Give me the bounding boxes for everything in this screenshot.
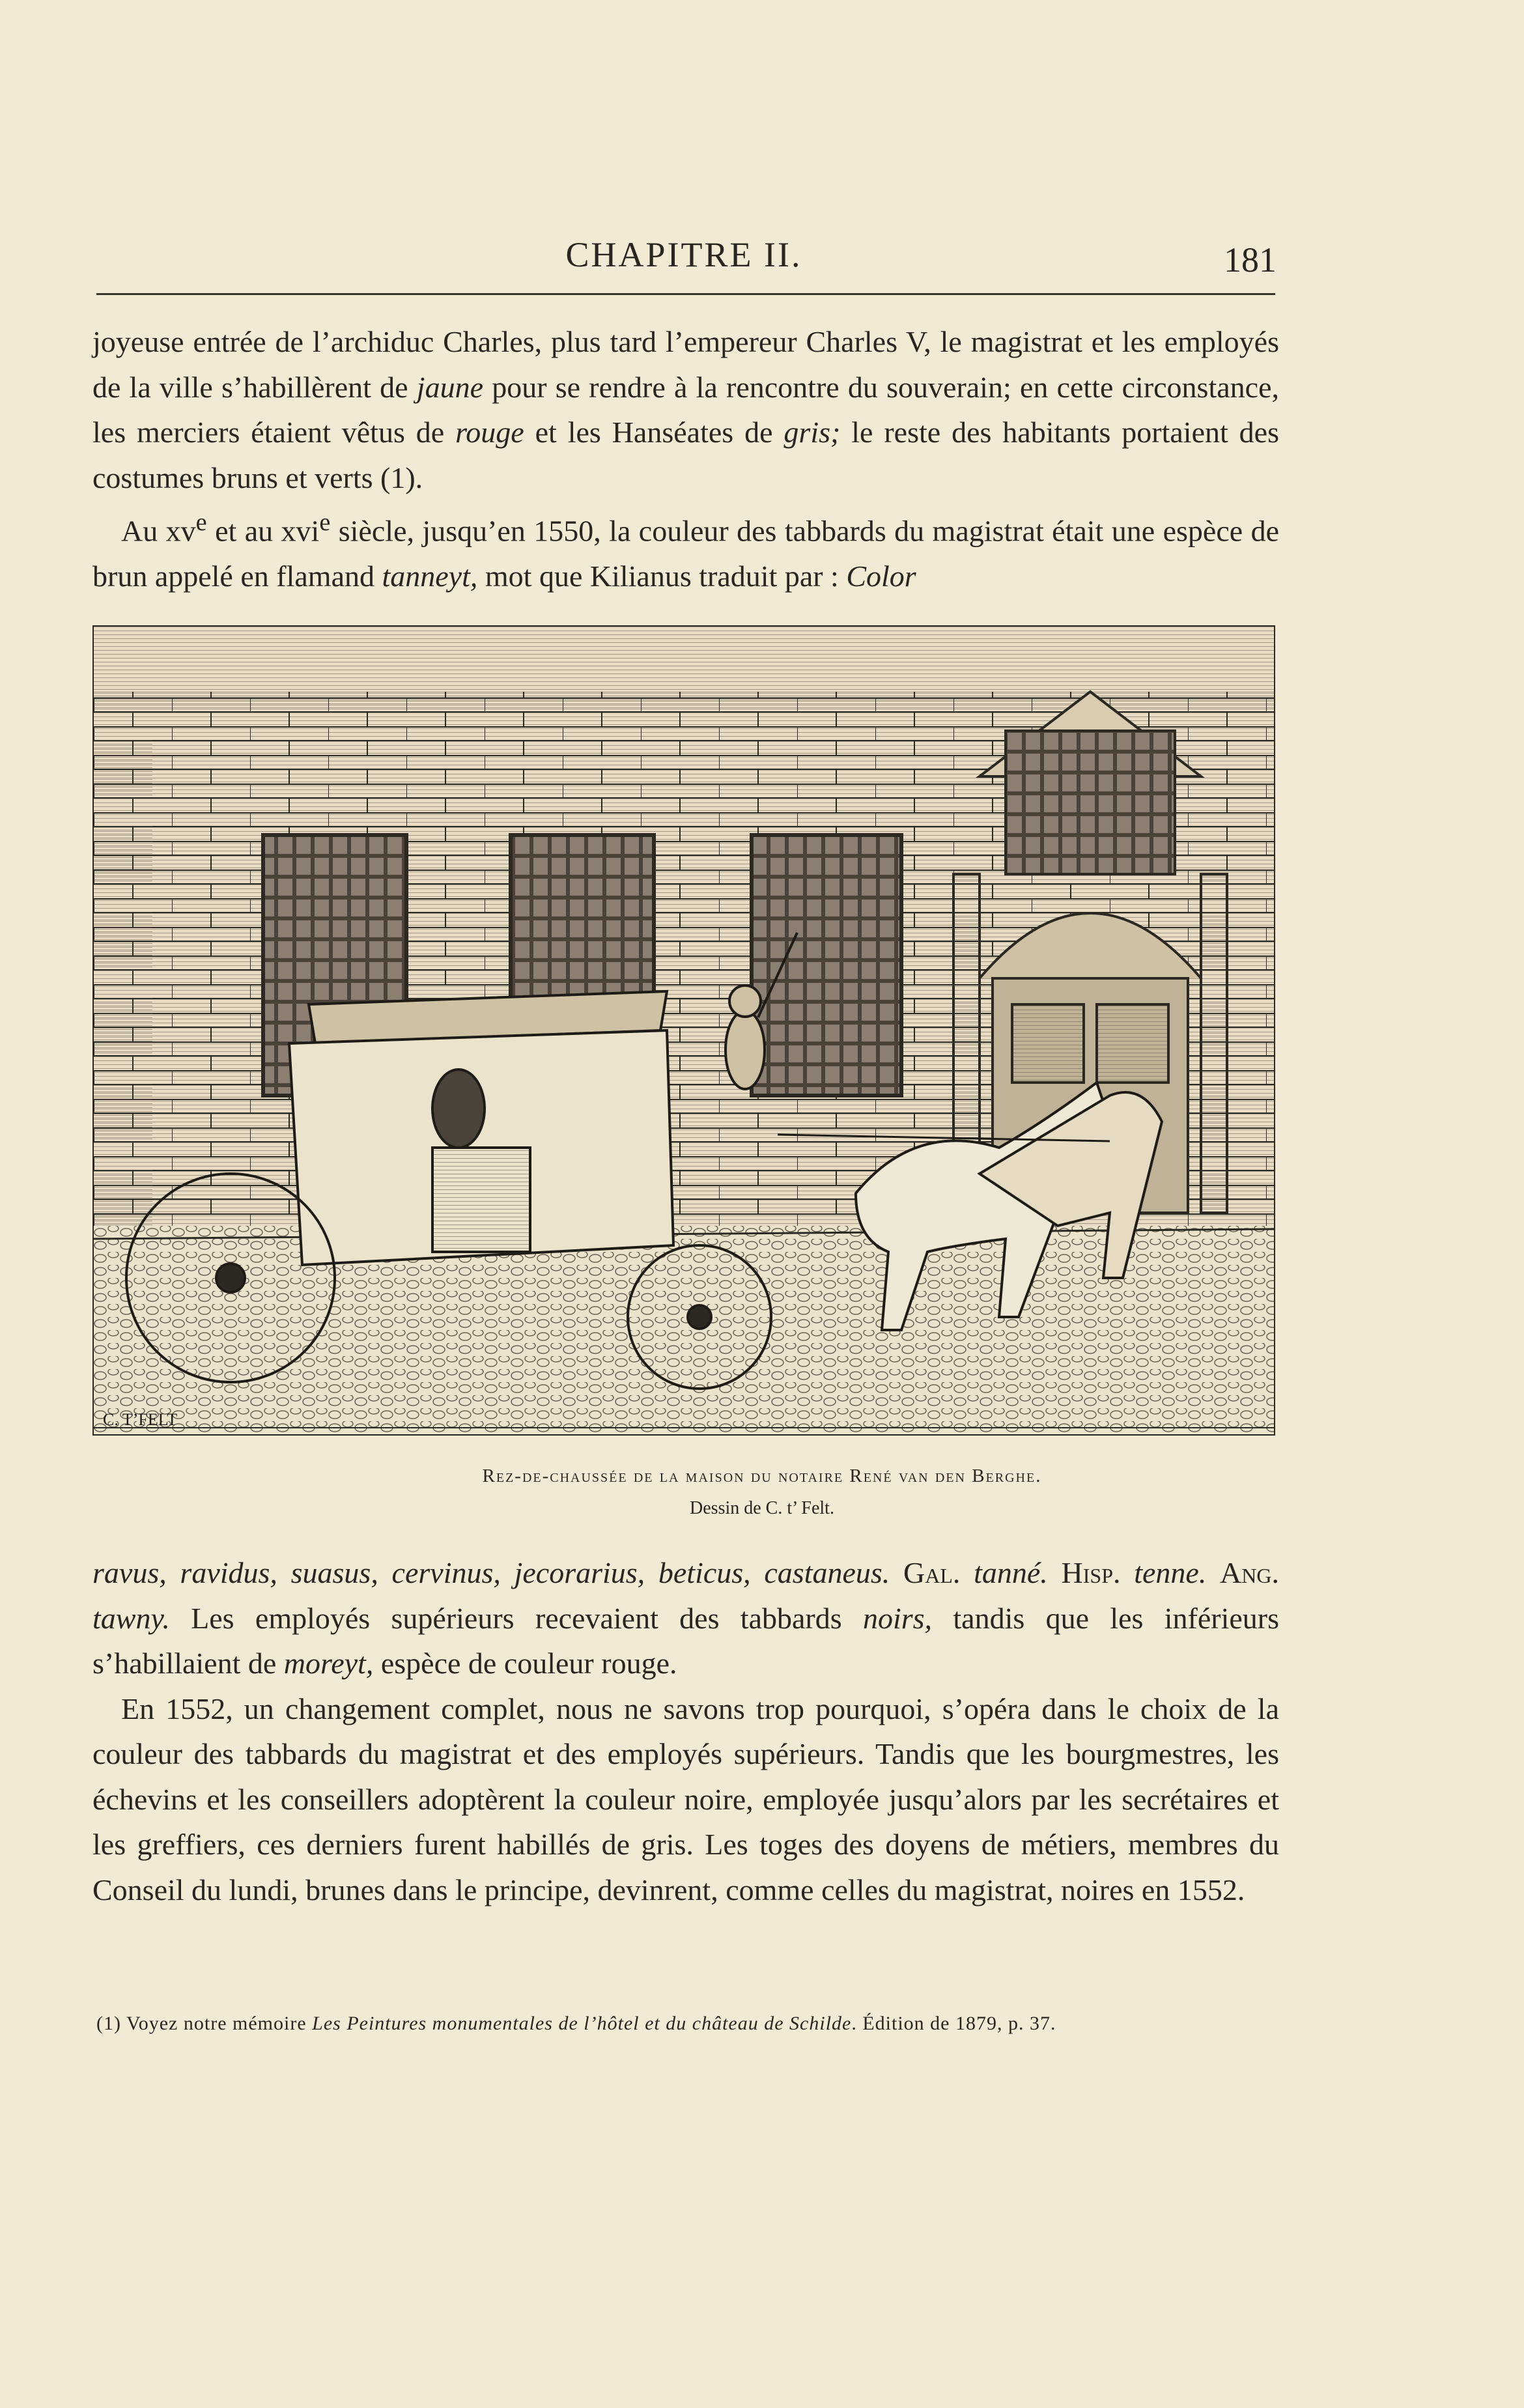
small-caps-word: Gal.	[890, 1556, 974, 1589]
running-head	[91, 228, 1277, 280]
text-run: . Édition de 1879, p. 37.	[851, 2013, 1056, 2034]
text-run: joyeuse entrée de l’archiduc Charles, plus tard l’empereur Charles V, le magistrat et les employés de la ville s’habillèrent de	[92, 325, 1279, 404]
text-run: espèce de couleur rouge.	[373, 1647, 677, 1680]
text-run: (1) Voyez notre mémoire	[96, 2013, 313, 2034]
italic-word: gris;	[783, 416, 841, 449]
paragraph-2	[92, 500, 1279, 599]
superscript: e	[319, 509, 331, 536]
paragraph-3	[92, 1550, 1279, 1686]
header-rule	[96, 293, 1275, 295]
text-run: et au xvi	[206, 514, 320, 548]
italic-word: noirs,	[862, 1601, 933, 1635]
text-run: et les Hanséates de	[524, 416, 784, 449]
text-run: tandis que les inférieurs s’habillaient de	[92, 1601, 1279, 1680]
text-run: Au xv	[121, 514, 196, 548]
paragraph-4: En 1552, un changement complet, nous ne savons trop pourquoi, s’opéra dans le choix de la couleur des tabbards du magistrat et des employés supérieurs. Tandis que les bourgmestres, les échevins et les conseillers adoptèrent la couleur noire, employée jusqu’alors par les secrétaires et les greffiers, ces derniers furent habillés de gris. Les toges des doyens de métiers, membres du Conseil du lundi, brunes dans le principe, devinrent, comme celles du magistrat, noires en 1552.	[92, 1692, 1279, 1906]
illustration-caption: Rez-de-chaussée de la maison du notaire René van den Berghe.	[482, 1466, 1042, 1486]
superscript: e	[195, 509, 207, 536]
bottom-text-block	[92, 1550, 1279, 1912]
italic-word: tenne.	[1134, 1556, 1207, 1589]
page-number: 181	[1224, 240, 1277, 279]
text-run: pour se rendre à la rencontre du souverain; en cette circonstance, les merciers étaient vêtus de	[92, 370, 1279, 449]
italic-word: Color	[846, 559, 916, 593]
italic-title: Les Peintures monumentales de l’hôtel et du château de Schilde	[312, 2013, 852, 2034]
italic-word: tawny.	[92, 1601, 170, 1635]
text-run: siècle, jusqu’en 1550, la couleur des tabbards du magistrat était une espèce de brun appelé en flamand	[92, 514, 1279, 593]
illustration-credit: Dessin de C. t’ Felt.	[690, 1498, 834, 1518]
italic-word: tanneyt,	[382, 559, 478, 593]
italic-word: moreyt,	[283, 1647, 374, 1680]
text-run: mot que Kilianus traduit par :	[477, 559, 847, 593]
small-caps-word: Hisp.	[1047, 1556, 1135, 1589]
running-title: CHAPITRE II.	[565, 235, 802, 274]
text-run: Les employés supérieurs recevaient des tabbards	[169, 1601, 863, 1635]
top-text-block	[92, 319, 1279, 599]
italic-word: jaune	[416, 370, 483, 404]
text-run: le reste des habitants portaient des costumes bruns et verts (1).	[92, 416, 1279, 494]
engraving-illustration	[92, 625, 1275, 1436]
footnote	[96, 2013, 1269, 2035]
italic-word: tanné.	[974, 1556, 1048, 1589]
engraving-drawing	[94, 627, 1274, 1434]
engraver-signature: C. T’FELT	[103, 1410, 178, 1429]
small-caps-word: Ang.	[1220, 1556, 1279, 1589]
paragraph-1	[92, 319, 1279, 500]
italic-word: rouge	[455, 416, 524, 449]
italic-words: ravus, ravidus, suasus, cervinus, jecorarius, beticus, castaneus.	[92, 1556, 890, 1589]
